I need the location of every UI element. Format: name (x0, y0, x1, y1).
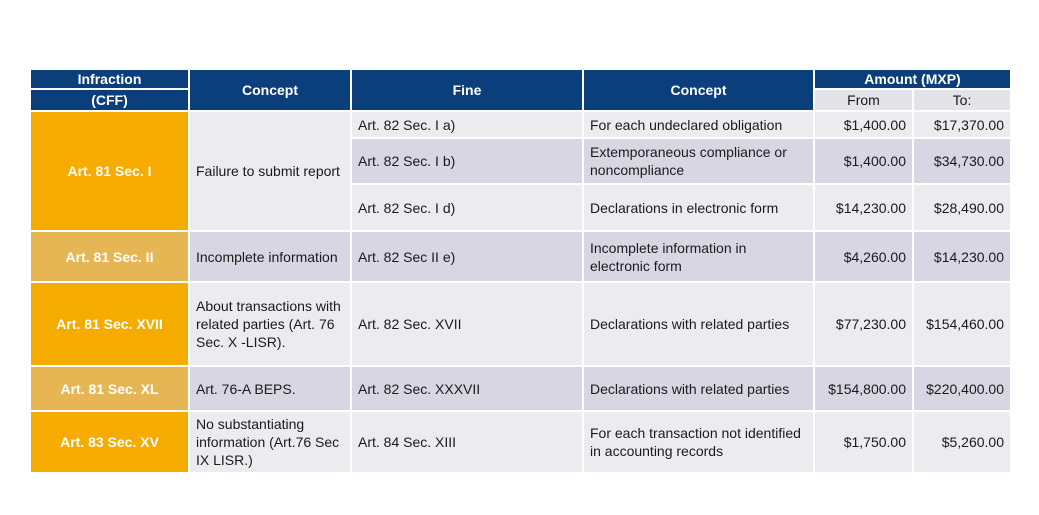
amount-to-cell: $220,400.00 (913, 366, 1011, 411)
fine-cell: Art. 82 Sec. I a) (351, 111, 583, 138)
amount-from-cell: $1,400.00 (814, 111, 913, 138)
amount-from-cell: $1,400.00 (814, 138, 913, 184)
fine-cell: Art. 82 Sec. I d) (351, 184, 583, 231)
fine-concept-cell: For each transaction not identified in accounting records (583, 411, 814, 473)
fine-concept-cell: Declarations with related parties (583, 282, 814, 366)
amount-to-cell: $28,490.00 (913, 184, 1011, 231)
table-row (30, 231, 1011, 282)
amount-from-cell: $14,230.00 (814, 184, 913, 231)
amount-to-cell: $14,230.00 (913, 231, 1011, 282)
amount-to-cell: $17,370.00 (913, 111, 1011, 138)
fine-cell: Art. 82 Sec. I b) (351, 138, 583, 184)
header-amount: Amount (MXP) (814, 69, 1011, 89)
header-to: To: (913, 89, 1011, 111)
fine-concept-cell: Incomplete information in electronic form (583, 231, 814, 282)
infraction-cell: Art. 83 Sec. XV (30, 411, 189, 473)
amount-to-cell: $5,260.00 (913, 411, 1011, 473)
fine-concept-cell: For each undeclared obligation (583, 111, 814, 138)
header-concept: Concept (189, 69, 351, 111)
header-cff: (CFF) (30, 89, 189, 111)
infraction-cell: Art. 81 Sec. XL (30, 366, 189, 411)
infraction-cell: Art. 81 Sec. I (30, 111, 189, 231)
amount-to-cell: $154,460.00 (913, 282, 1011, 366)
amount-to-cell: $34,730.00 (913, 138, 1011, 184)
fine-cell: Art. 84 Sec. XIII (351, 411, 583, 473)
header-concept-2: Concept (583, 69, 814, 111)
fine-concept-cell: Declarations with related parties (583, 366, 814, 411)
amount-from-cell: $4,260.00 (814, 231, 913, 282)
concept-cell: Art. 76-A BEPS. (189, 366, 351, 411)
concept-cell: No substantiating information (Art.76 Sec IX LISR.) (189, 411, 351, 473)
amount-from-cell: $154,800.00 (814, 366, 913, 411)
fine-cell: Art. 82 Sec. XVII (351, 282, 583, 366)
infraction-cell: Art. 81 Sec. XVII (30, 282, 189, 366)
fine-concept-cell: Declarations in electronic form (583, 184, 814, 231)
header-fine: Fine (351, 69, 583, 111)
header-from: From (814, 89, 913, 111)
fines-table (29, 68, 1012, 474)
concept-cell: About transactions with related parties (Art. 76 Sec. X -LISR). (189, 282, 351, 366)
table-row (30, 111, 1011, 138)
infraction-cell: Art. 81 Sec. II (30, 231, 189, 282)
table-row (30, 366, 1011, 411)
amount-from-cell: $77,230.00 (814, 282, 913, 366)
fine-cell: Art. 82 Sec. XXXVII (351, 366, 583, 411)
table-row (30, 282, 1011, 366)
fine-concept-cell: Extemporaneous compliance or noncompliance (583, 138, 814, 184)
fine-cell: Art. 82 Sec II e) (351, 231, 583, 282)
header-infraction: Infraction (30, 69, 189, 89)
table-row (30, 411, 1011, 473)
concept-cell: Failure to submit report (189, 111, 351, 231)
concept-cell: Incomplete information (189, 231, 351, 282)
amount-from-cell: $1,750.00 (814, 411, 913, 473)
